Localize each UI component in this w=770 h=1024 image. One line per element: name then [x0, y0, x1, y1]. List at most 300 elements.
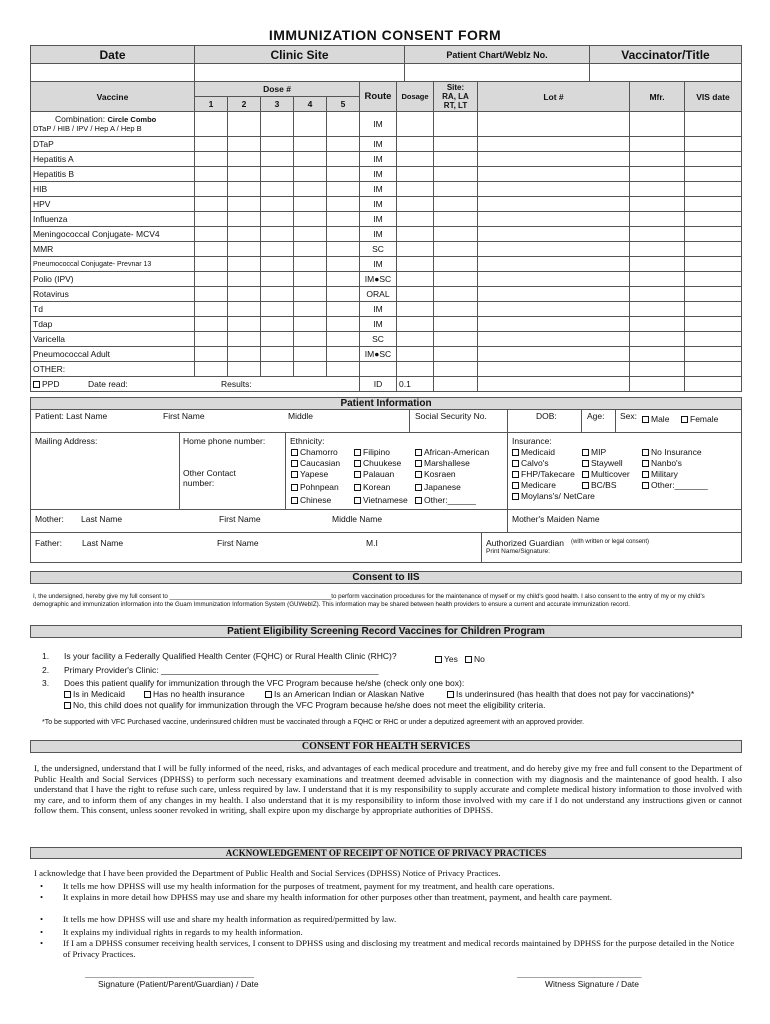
dose-cell[interactable] [261, 197, 294, 212]
dose-cell[interactable] [294, 272, 327, 287]
dose-cell[interactable] [294, 242, 327, 257]
vis-cell[interactable] [685, 182, 742, 197]
insurance-option: Military [651, 469, 678, 479]
insurance-checkbox[interactable] [512, 449, 519, 456]
dose-cell[interactable] [327, 347, 360, 362]
ethnicity-option: Vietnamese [363, 495, 408, 505]
dose-cell[interactable] [195, 287, 228, 302]
dose-col-header: Dose # [195, 82, 360, 97]
site-cell[interactable] [434, 272, 478, 287]
bullet-icon: • [40, 892, 44, 902]
dose-cell[interactable] [195, 112, 228, 137]
site-cell[interactable] [434, 152, 478, 167]
lot-cell[interactable] [478, 182, 630, 197]
ethnicity-option: Filipino [363, 447, 390, 457]
dose-cell[interactable] [228, 317, 261, 332]
route-cell: IM [360, 182, 397, 197]
site-cell[interactable] [434, 377, 478, 392]
vaccinator-input[interactable] [590, 64, 742, 82]
dose-cell[interactable] [228, 227, 261, 242]
insurance-checkbox[interactable] [512, 482, 519, 489]
mfr-cell[interactable] [630, 227, 685, 242]
dose-cell[interactable] [294, 317, 327, 332]
insurance-checkbox[interactable] [582, 449, 589, 456]
mfr-cell[interactable] [630, 362, 685, 377]
site-cell[interactable] [434, 197, 478, 212]
insurance-checkbox[interactable] [512, 460, 519, 467]
site-cell[interactable] [434, 317, 478, 332]
bullet-icon: • [40, 881, 44, 891]
vaccine-row [31, 257, 742, 272]
dose-cell[interactable] [195, 137, 228, 152]
patient-contact-block [30, 432, 742, 510]
lot-cell[interactable] [478, 377, 630, 392]
vis-cell[interactable] [685, 227, 742, 242]
dose-cell[interactable] [294, 347, 327, 362]
dose-cell[interactable] [228, 347, 261, 362]
american-indian-checkbox[interactable] [265, 691, 272, 698]
dose-cell[interactable] [294, 257, 327, 272]
vaccine-name: Pneumococcal Conjugate- Prevnar 13 [31, 257, 195, 272]
dose-cell[interactable] [261, 227, 294, 242]
q1-text: Is your facility a Federally Qualified Health Center (FQHC) or Rural Health Clinic (RHC)? [64, 651, 397, 661]
mfr-cell[interactable] [630, 287, 685, 302]
vaccine-name: HPV [31, 197, 195, 212]
ethnicity-checkbox[interactable] [415, 471, 422, 478]
ethnicity-option: Pohnpean [300, 482, 339, 492]
dose-cell[interactable] [228, 212, 261, 227]
dose-cell[interactable] [261, 317, 294, 332]
dosage-cell[interactable] [397, 182, 434, 197]
maiden-name-label: Mother's Maiden Name [512, 514, 600, 524]
ethnicity-checkbox[interactable] [354, 497, 361, 504]
dose-cell[interactable] [261, 152, 294, 167]
ethnicity-option: Chamorro [300, 447, 338, 457]
insurance-checkbox[interactable] [642, 449, 649, 456]
dosage-cell[interactable] [397, 242, 434, 257]
bullet-icon: • [40, 914, 44, 924]
not-qualify-checkbox[interactable] [64, 702, 71, 709]
dosage-cell[interactable] [397, 257, 434, 272]
q2-text: Primary Provider's Clinic: ______________________________________________ [64, 665, 379, 675]
dose-cell[interactable] [228, 197, 261, 212]
insurance-option: Medicare [521, 480, 556, 490]
vaccine-row [31, 137, 742, 152]
dose-cell[interactable] [261, 137, 294, 152]
insurance-checkbox[interactable] [642, 460, 649, 467]
dosage-col-header: Dosage [397, 82, 434, 112]
ppd-dosage: 0.1 [397, 377, 434, 392]
ethnicity-checkbox[interactable] [354, 471, 361, 478]
vaccine-row [31, 182, 742, 197]
site-cell[interactable] [434, 287, 478, 302]
vaccine-col-header: Vaccine [31, 82, 195, 112]
dose-cell[interactable] [228, 137, 261, 152]
ethnicity-option: Caucasian [300, 458, 341, 468]
dose-cell[interactable] [294, 302, 327, 317]
route-cell: ORAL [360, 287, 397, 302]
combo-circle-label: Circle Combo [107, 115, 157, 124]
q1-no-checkbox[interactable] [465, 656, 472, 663]
vis-cell[interactable] [685, 317, 742, 332]
dose-cell[interactable] [327, 287, 360, 302]
route-cell: IM [360, 227, 397, 242]
vaccine-name: MMR [31, 242, 195, 257]
ppd-results: Results: [221, 379, 252, 389]
mother-last-label: Last Name [81, 514, 123, 524]
underinsured-checkbox[interactable] [447, 691, 454, 698]
site-cell[interactable] [434, 182, 478, 197]
insurance-checkbox[interactable] [582, 460, 589, 467]
vaccine-name: DTaP [31, 137, 195, 152]
ethnicity-checkbox[interactable] [291, 460, 298, 467]
insurance-checkbox[interactable] [582, 471, 589, 478]
privacy-bullet [40, 914, 742, 925]
site-col-header: Site: RA, LA RT, LT [434, 82, 478, 112]
insurance-checkbox[interactable] [582, 482, 589, 489]
dose-cell[interactable] [294, 227, 327, 242]
mfr-cell[interactable] [630, 257, 685, 272]
dose-cell[interactable] [261, 362, 294, 377]
dose-cell[interactable] [228, 272, 261, 287]
lot-cell[interactable] [478, 257, 630, 272]
vaccine-name: Meningococcal Conjugate- MCV4 [31, 227, 195, 242]
dose-cell[interactable] [228, 112, 261, 137]
dose-cell[interactable] [195, 212, 228, 227]
dose-cell[interactable] [195, 272, 228, 287]
dose-cell[interactable] [327, 212, 360, 227]
dosage-cell[interactable] [397, 287, 434, 302]
site-cell[interactable] [434, 242, 478, 257]
dose-cell[interactable] [294, 182, 327, 197]
lot-cell[interactable] [478, 137, 630, 152]
dose-cell[interactable] [294, 212, 327, 227]
dose-cell[interactable] [195, 152, 228, 167]
patient-name-row [30, 409, 742, 433]
route-col-header: Route [360, 82, 397, 112]
vis-cell[interactable] [685, 332, 742, 347]
insurance-checkbox[interactable] [512, 471, 519, 478]
dose-cell[interactable] [228, 257, 261, 272]
insurance-checkbox[interactable] [642, 482, 649, 489]
dose-cell[interactable] [228, 332, 261, 347]
lot-cell[interactable] [478, 302, 630, 317]
guardian-print-label: Print Name/Signature: [486, 548, 550, 555]
vis-cell[interactable] [685, 152, 742, 167]
mfr-cell[interactable] [630, 347, 685, 362]
insurance-option: Moylans's/ NetCare [521, 491, 595, 501]
vis-cell[interactable] [685, 197, 742, 212]
dose-cell[interactable] [261, 332, 294, 347]
male-label: Male [651, 414, 670, 424]
medicaid-checkbox[interactable] [64, 691, 71, 698]
chart-header: Patient Chart/WebIz No. [405, 46, 590, 64]
site-cell[interactable] [434, 347, 478, 362]
patient-info-title: Patient Information [30, 397, 742, 410]
dose-cell[interactable] [195, 242, 228, 257]
insurance-checkbox[interactable] [642, 471, 649, 478]
dose-cell[interactable] [327, 362, 360, 377]
ethnicity-label: Ethnicity: [290, 436, 325, 446]
vis-cell[interactable] [685, 242, 742, 257]
ethnicity-checkbox[interactable] [415, 460, 422, 467]
lot-cell[interactable] [478, 317, 630, 332]
ethnicity-checkbox[interactable] [291, 497, 298, 504]
lot-cell[interactable] [478, 197, 630, 212]
mfr-cell[interactable] [630, 317, 685, 332]
ethnicity-option: Japanese [424, 482, 461, 492]
insurance-checkbox[interactable] [512, 493, 519, 500]
dose-cell[interactable] [261, 287, 294, 302]
privacy-bullet-text: It tells me how DPHSS will use my health information for the purposes of treatment, payment for my treatment, and health care operations. [63, 881, 555, 891]
dosage-cell[interactable] [397, 317, 434, 332]
dose-cell[interactable] [327, 242, 360, 257]
mfr-cell[interactable] [630, 167, 685, 182]
dose-cell[interactable] [195, 197, 228, 212]
father-row [30, 532, 742, 563]
ethnicity-checkbox[interactable] [291, 449, 298, 456]
lot-cell[interactable] [478, 242, 630, 257]
lot-cell[interactable] [478, 287, 630, 302]
vis-cell[interactable] [685, 287, 742, 302]
vaccine-row [31, 167, 742, 182]
vis-cell[interactable] [685, 167, 742, 182]
vis-cell[interactable] [685, 112, 742, 137]
site-cell[interactable] [434, 257, 478, 272]
dosage-cell[interactable] [397, 362, 434, 377]
ethnicity-checkbox[interactable] [415, 484, 422, 491]
privacy-bullet-text: It tells me how DPHSS will use and share my health information as required/permitted by law. [63, 914, 397, 924]
dose-cell[interactable] [228, 362, 261, 377]
dose-cell[interactable] [228, 287, 261, 302]
vaccine-row [31, 332, 742, 347]
dose-cell[interactable] [327, 227, 360, 242]
mfr-cell[interactable] [630, 137, 685, 152]
mfr-cell[interactable] [630, 197, 685, 212]
lot-cell[interactable] [478, 212, 630, 227]
dose-cell[interactable] [195, 317, 228, 332]
lot-cell[interactable] [478, 272, 630, 287]
dose-cell[interactable] [327, 112, 360, 137]
lot-cell[interactable] [478, 347, 630, 362]
dosage-cell[interactable] [397, 167, 434, 182]
ethnicity-checkbox[interactable] [291, 484, 298, 491]
dosage-cell[interactable] [397, 197, 434, 212]
male-checkbox[interactable] [642, 416, 649, 423]
site-cell[interactable] [434, 137, 478, 152]
ethnicity-option: African-American [424, 447, 490, 457]
dose-cell[interactable] [294, 167, 327, 182]
vis-cell[interactable] [685, 272, 742, 287]
dose-cell[interactable] [327, 197, 360, 212]
dose-cell[interactable] [327, 317, 360, 332]
vis-cell[interactable] [685, 137, 742, 152]
vfc-note: *To be supported with VFC Purchased vaccine, underinsured children must be vaccinated through a FQHC or RHC or under a deputized agreement with an approved provider. [42, 719, 585, 726]
dose-cell[interactable] [327, 167, 360, 182]
dose-cell[interactable] [294, 362, 327, 377]
lot-cell[interactable] [478, 362, 630, 377]
site-cell[interactable] [434, 167, 478, 182]
dose-cell[interactable] [261, 257, 294, 272]
site-cell[interactable] [434, 212, 478, 227]
dose-cell[interactable] [195, 227, 228, 242]
ethnicity-option: Other:______ [424, 495, 476, 505]
ethnicity-checkbox[interactable] [354, 460, 361, 467]
dose-cell[interactable] [228, 182, 261, 197]
site-cell[interactable] [434, 362, 478, 377]
dose-cell[interactable] [327, 182, 360, 197]
mfr-cell[interactable] [630, 112, 685, 137]
witness-signature-line[interactable]: ____________________________ [517, 969, 642, 978]
dose-cell[interactable] [327, 332, 360, 347]
dose-cell[interactable] [261, 182, 294, 197]
dose-cell[interactable] [327, 302, 360, 317]
date-input[interactable] [31, 64, 195, 82]
dose-cell[interactable] [261, 212, 294, 227]
lot-cell[interactable] [478, 227, 630, 242]
vaccine-name: Varicella [31, 332, 195, 347]
vaccine-name: Td [31, 302, 195, 317]
dosage-cell[interactable] [397, 137, 434, 152]
father-last-label: Last Name [82, 538, 124, 548]
mfr-cell[interactable] [630, 212, 685, 227]
mfr-cell[interactable] [630, 242, 685, 257]
witness-signature-label: Witness Signature / Date [545, 979, 640, 989]
insurance-option: Other:_______ [651, 480, 708, 490]
site-cell[interactable] [434, 332, 478, 347]
dose-cell[interactable] [228, 242, 261, 257]
chart-input[interactable] [405, 64, 590, 82]
dosage-cell[interactable] [397, 347, 434, 362]
dose-2-header: 2 [228, 97, 261, 112]
no-insurance-checkbox[interactable] [144, 691, 151, 698]
ethnicity-option: Kosraen [424, 469, 456, 479]
q1-yes-checkbox[interactable] [435, 656, 442, 663]
dosage-cell[interactable] [397, 272, 434, 287]
vaccine-row [31, 212, 742, 227]
route-cell: IM [360, 302, 397, 317]
vis-cell[interactable] [685, 347, 742, 362]
female-checkbox[interactable] [681, 416, 688, 423]
dose-cell[interactable] [261, 112, 294, 137]
dose-cell[interactable] [327, 272, 360, 287]
insurance-option: Staywell [591, 458, 623, 468]
privacy-intro: I acknowledge that I have been provided the Department of Public Health and Social Services (DPHSS) Notice of Privacy Practices. [34, 868, 501, 878]
dose-cell[interactable] [261, 242, 294, 257]
dose-cell[interactable] [327, 257, 360, 272]
insurance-option: No Insurance [651, 447, 702, 457]
privacy-title: ACKNOWLEDGEMENT OF RECEIPT OF NOTICE OF PRIVACY PRACTICES [30, 847, 742, 859]
dose-cell[interactable] [261, 272, 294, 287]
vis-cell[interactable] [685, 302, 742, 317]
vis-cell[interactable] [685, 257, 742, 272]
vis-cell[interactable] [685, 362, 742, 377]
dose-cell[interactable] [327, 137, 360, 152]
bullet-icon: • [40, 927, 44, 937]
dose-cell[interactable] [228, 167, 261, 182]
dosage-cell[interactable] [397, 227, 434, 242]
patient-signature-line[interactable]: ______________________________________ [85, 969, 255, 978]
dose-cell[interactable] [195, 257, 228, 272]
dose-cell[interactable] [261, 302, 294, 317]
site-cell[interactable] [434, 112, 478, 137]
q1-yes-label: Yes [444, 654, 458, 664]
combo-list: DTaP / HIB / IPV / Hep A / Hep B [33, 124, 142, 133]
route-cell: IM [360, 137, 397, 152]
dose-cell[interactable] [327, 152, 360, 167]
dose-cell[interactable] [195, 332, 228, 347]
dose-cell[interactable] [294, 112, 327, 137]
dose-3-header: 3 [261, 97, 294, 112]
site-cell[interactable] [434, 302, 478, 317]
dose-cell[interactable] [195, 182, 228, 197]
guardian-label: Authorized Guardian [486, 538, 564, 548]
patient-first-name-label: First Name [163, 411, 205, 421]
lot-cell[interactable] [478, 332, 630, 347]
vis-cell[interactable] [685, 377, 742, 392]
privacy-bullet-text: It explains my individual rights in regards to my health information. [63, 927, 303, 937]
mfr-cell[interactable] [630, 332, 685, 347]
dose-cell[interactable] [294, 332, 327, 347]
consent-iis-text: I, the undersigned, hereby give my full consent to _______________________________________________to perform vaccination procedures for the maintenance of myself or my child's good health. I also consent to the entry of my or my child's demographic and immunization information into the Guam Immunization Information System (GUWebIZ). This information may be shared between health providers to ensure a current and accurate immunization record. [33, 593, 705, 608]
dose-cell[interactable] [195, 167, 228, 182]
mother-row [30, 509, 742, 533]
dose-cell[interactable] [294, 152, 327, 167]
site-cell[interactable] [434, 227, 478, 242]
vis-cell[interactable] [685, 212, 742, 227]
clinic-input[interactable] [195, 64, 405, 82]
age-label: Age: [587, 411, 605, 421]
route-cell: SC [360, 332, 397, 347]
ethnicity-checkbox[interactable] [354, 449, 361, 456]
dosage-cell[interactable] [397, 302, 434, 317]
route-cell: IM [360, 257, 397, 272]
lot-cell[interactable] [478, 152, 630, 167]
dose-cell[interactable] [195, 362, 228, 377]
dose-cell[interactable] [294, 287, 327, 302]
dosage-cell[interactable] [397, 112, 434, 137]
mfr-cell[interactable] [630, 182, 685, 197]
mfr-cell[interactable] [630, 377, 685, 392]
mfr-cell[interactable] [630, 152, 685, 167]
dose-cell[interactable] [294, 197, 327, 212]
route-cell: IM [360, 197, 397, 212]
dose-cell[interactable] [195, 347, 228, 362]
dosage-cell[interactable] [397, 212, 434, 227]
mfr-cell[interactable] [630, 272, 685, 287]
clinic-header: Clinic Site [195, 46, 405, 64]
insurance-option: Multicover [591, 469, 630, 479]
dose-cell[interactable] [261, 347, 294, 362]
ethnicity-checkbox[interactable] [354, 484, 361, 491]
dose-cell[interactable] [294, 137, 327, 152]
lot-cell[interactable] [478, 167, 630, 182]
ethnicity-checkbox[interactable] [291, 471, 298, 478]
dosage-cell[interactable] [397, 332, 434, 347]
ethnicity-checkbox[interactable] [415, 449, 422, 456]
ppd-checkbox[interactable] [33, 381, 40, 388]
route-cell: IM●SC [360, 272, 397, 287]
dosage-cell[interactable] [397, 152, 434, 167]
dose-cell[interactable] [228, 302, 261, 317]
dose-cell[interactable] [228, 152, 261, 167]
dose-cell[interactable] [195, 302, 228, 317]
dose-cell[interactable] [261, 167, 294, 182]
lot-cell[interactable] [478, 112, 630, 137]
ethnicity-checkbox[interactable] [415, 497, 422, 504]
vaccine-name: OTHER: [31, 362, 195, 377]
mfr-cell[interactable] [630, 302, 685, 317]
